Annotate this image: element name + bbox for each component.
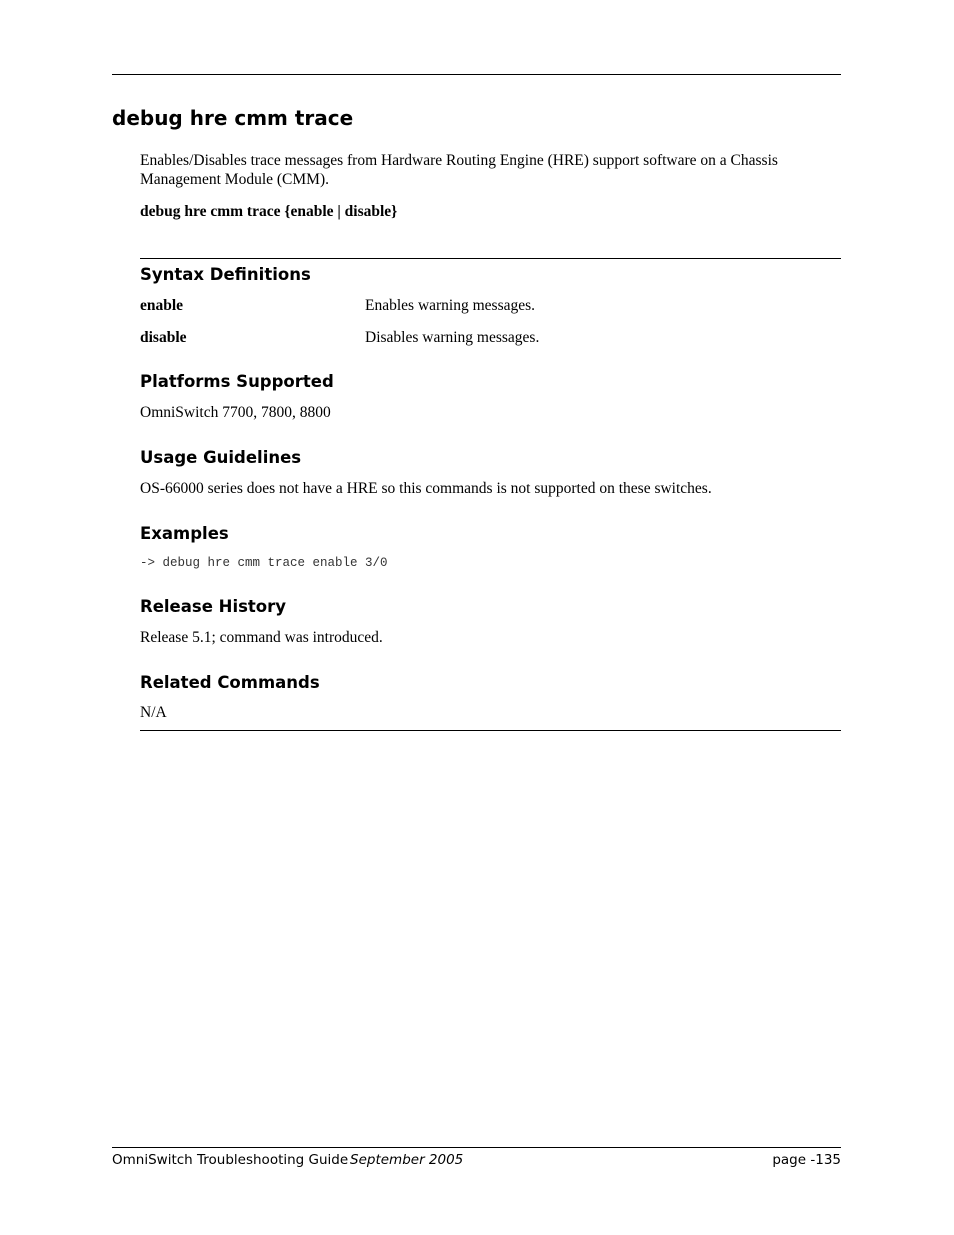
usage-heading: Usage Guidelines <box>140 448 302 467</box>
footer-guide-title: OmniSwitch Troubleshooting Guide <box>112 1152 349 1168</box>
footer-rule <box>112 1147 841 1148</box>
examples-heading: Examples <box>140 524 229 543</box>
definition-term-enable: enable <box>140 297 184 314</box>
top-rule <box>112 74 841 75</box>
example-code: -> debug hre cmm trace enable 3/0 <box>140 556 388 570</box>
section-end-rule <box>140 730 841 731</box>
syntax-definitions-heading: Syntax Definitions <box>140 265 311 284</box>
definition-term-disable: disable <box>140 329 187 346</box>
definition-desc-enable: Enables warning messages. <box>365 297 536 314</box>
release-history-text: Release 5.1; command was introduced. <box>140 629 383 646</box>
related-commands-heading: Related Commands <box>140 673 320 692</box>
related-commands-text: N/A <box>140 704 167 721</box>
release-history-heading: Release History <box>140 597 287 616</box>
definition-desc-disable: Disables warning messages. <box>365 329 540 346</box>
footer-page-number: page -135 <box>772 1152 841 1168</box>
section-rule <box>140 258 841 259</box>
footer-date: September 2005 <box>350 1152 464 1168</box>
command-description: Enables/Disables trace messages from Hardware Routing Engine (HRE) support software on a Chassis Management Module (CMM). <box>140 152 778 188</box>
platforms-heading: Platforms Supported <box>140 372 334 391</box>
platforms-text: OmniSwitch 7700, 7800, 8800 <box>140 404 331 421</box>
usage-text: OS-66000 series does not have a HRE so this commands is not supported on these switches. <box>140 480 712 497</box>
page-title: debug hre cmm trace <box>112 106 354 130</box>
command-syntax: debug hre cmm trace {enable | disable} <box>140 203 398 220</box>
